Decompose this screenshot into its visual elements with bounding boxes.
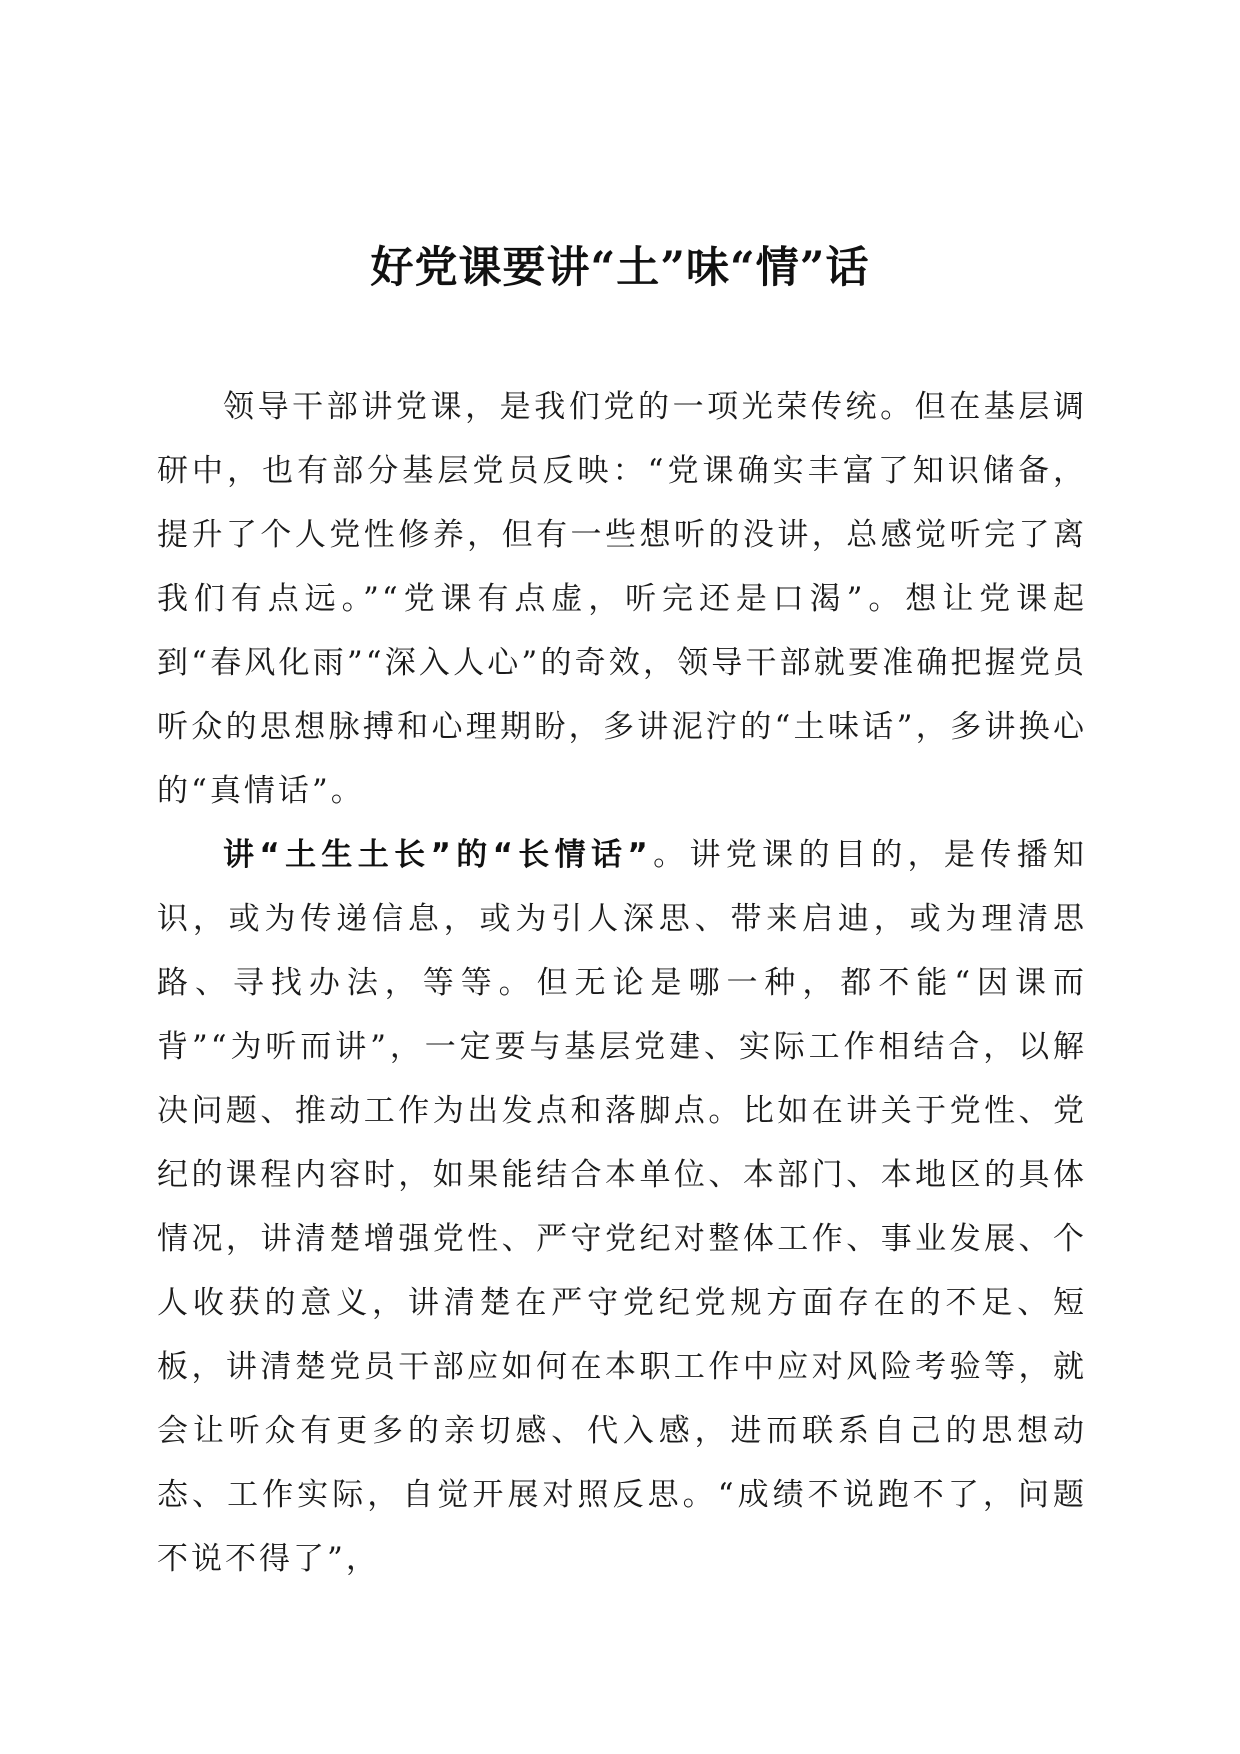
paragraph-text: 领导干部讲党课，是我们党的一项光荣传统。但在基层调研中，也有部分基层党员反映：“党课确实丰富了知识储备，提升了个人党性修养，但有一些想听的没讲，总感觉听完了离我们有点远。”“党课有点虚，听完还是口渴”。想让党课起到“春风化雨”“深入人心”的奇效，领导干部就要准确把握党员听众的思想脉搏和心理期盼，多讲泥泞的“土味话”，多讲换心的“真情话”。 bbox=[157, 389, 1087, 809]
paragraph-lead: 讲“土生土长”的“长情话” bbox=[223, 837, 651, 873]
document-body bbox=[157, 375, 1087, 1591]
paragraph-intro bbox=[157, 375, 1087, 823]
paragraph-text: 。讲党课的目的，是传播知识，或为传递信息，或为引人深思、带来启迪，或为理清思路、寻找办法，等等。但无论是哪一种，都不能“因课而背”“为听而讲”，一定要与基层党建、实际工作相结合，以解决问题、推动工作为出发点和落脚点。比如在讲关于党性、党纪的课程内容时，如果能结合本单位、本部门、本地区的具体情况，讲清楚增强党性、严守党纪对整体工作、事业发展、个人收获的意义，讲清楚在严守党纪党规方面存在的不足、短板，讲清楚党员干部应如何在本职工作中应对风险考验等，就会让听众有更多的亲切感、代入感，进而联系自己的思想动态、工作实际，自觉开展对照反思。“成绩不说跑不了，问题不说不得了”， bbox=[157, 837, 1087, 1577]
document-title: 好党课要讲“土”味“情”话 bbox=[370, 243, 870, 293]
paragraph-section-1 bbox=[157, 823, 1087, 1591]
